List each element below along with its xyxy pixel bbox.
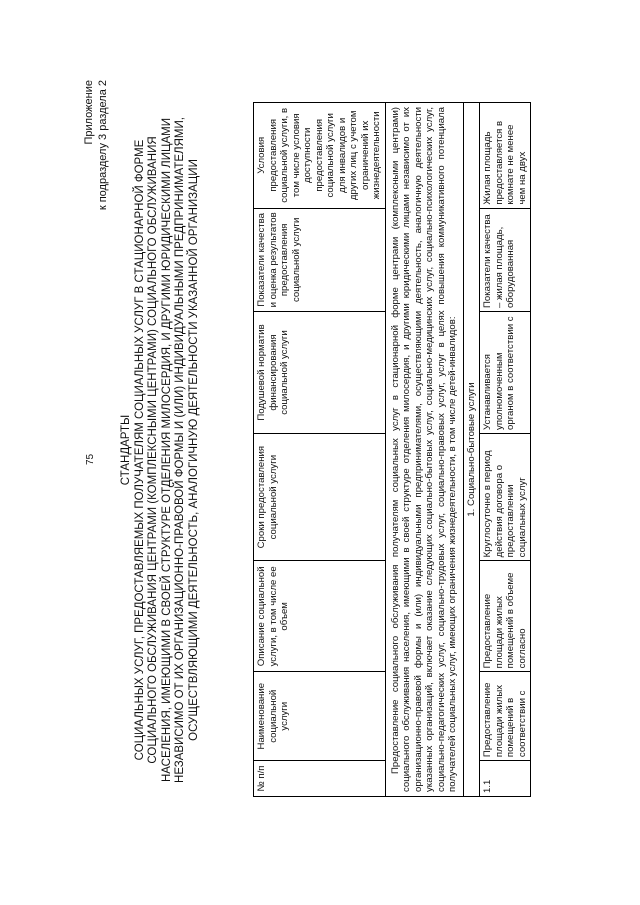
- title-heading: СТАНДАРТЫ: [120, 414, 132, 486]
- row-quality: Показатели качества – жилая площадь, оборудованная: [480, 208, 531, 311]
- header-quality: Показатели качества и оценка результатов предоставления социальной услуги: [254, 208, 386, 311]
- title-body: СОЦИАЛЬНЫХ УСЛУГ, ПРЕДОСТАВЛЯЕМЫХ ПОЛУЧАТЕЛЯМ СОЦИАЛЬНЫХ УСЛУГ В СТАЦИОНАРНОЙ ФОРМЕ СОЦИАЛЬНОГО ОБСЛУЖИВАНИЯ ЦЕНТРАМИ (КОМПЛЕКСНЫМИ ЦЕНТРАМИ) СОЦИАЛЬНОГО ОБСЛУЖИВАНИЯ НАСЕЛЕНИЯ, ИМЕЮЩИМИ В СВОЕЙ СТРУКТУРЕ ОТДЕЛЕНИЯ МИЛОСЕРДИЯ, И ДРУГИМИ ЮРИДИЧЕСКИМИ ЛИЦАМИ НЕЗАВИСИМО ОТ ИХ ОРГАНИЗАЦИОННО-ПРАВОВОЙ ФОРМЫ И (ИЛИ) ИНДИВИДУАЛЬНЫМИ ПРЕДПРИНИМАТЕЛЯМИ, ОСУЩЕСТВЛЯЮЩИМИ ДЕЯТЕЛЬНОСТЬ, АНАЛОГИЧНУЮ ДЕЯТЕЛЬНОСТИ УКАЗАННОЙ ОРГАНИЗАЦИИ: [133, 117, 200, 783]
- table-header-row: [254, 103, 386, 797]
- row-terms: Круглосуточно в период действия договора о предоставлении социальных услуг: [480, 433, 531, 560]
- header-terms: Сроки предоставления социальной услуги: [254, 433, 386, 560]
- document-title: [120, 105, 201, 795]
- section-row: [463, 103, 480, 797]
- page-number: 75: [85, 453, 96, 465]
- row-num: 1.1: [480, 761, 531, 797]
- header-name: Наименование социальной услуги: [254, 672, 386, 761]
- header-description: Описание социальной услуги, в том числе ее объем: [254, 561, 386, 672]
- appendix-line-1: Приложение: [83, 80, 95, 145]
- header-norm: Подушевой норматив финансирования социальной услуги: [254, 312, 386, 434]
- row-conditions: Жилая площадь предоставляется в комнате не менее чем на двух: [480, 103, 531, 209]
- standards-table: [253, 102, 531, 797]
- appendix-note: [82, 80, 110, 210]
- table-row: [480, 103, 531, 797]
- header-num: № п/п: [254, 761, 386, 797]
- section-title: 1. Социально-бытовые услуги: [463, 103, 480, 797]
- appendix-line-2: к подразделу 3 раздела 2: [97, 80, 109, 211]
- intro-text: Предоставление социального обслуживания получателям социальных услуг в стационарной форме центрами (комплексными центрами) социального обслуживания населения, имеющими в своей структуре отделения милосердия, и другими юридическими лицами независимо от их организационно-правовой формы и (или) индивидуальными предпринимателями, осуществляющими деятельность, аналогичную деятельности указанных организаций, включает оказание следующих социально-бытовых услуг, социально-медицинских услуг, социально-психологических услуг, социально-педагогических услуг, социально-трудовых услуг, социально-правовых услуг, услуг в целях повышения коммуникативного потенциала получателей социальных услуг, имеющих ограничения жизнедеятельности, в том числе детей-инвалидов:: [385, 103, 463, 797]
- header-conditions: Условия предоставления социальной услуги, в том числе условия доступности предоставления социальной услуги для инвалидов и других лиц с учетом ограничений их жизнедеятельности: [254, 103, 386, 209]
- row-name: Предоставление площади жилых помещений в соответствии с: [480, 672, 531, 761]
- row-description: Предоставление площади жилых помещений в объеме согласно: [480, 561, 531, 672]
- intro-row: [385, 103, 463, 797]
- row-norm: Устанавливается уполномоченным органом в соответствии с: [480, 312, 531, 434]
